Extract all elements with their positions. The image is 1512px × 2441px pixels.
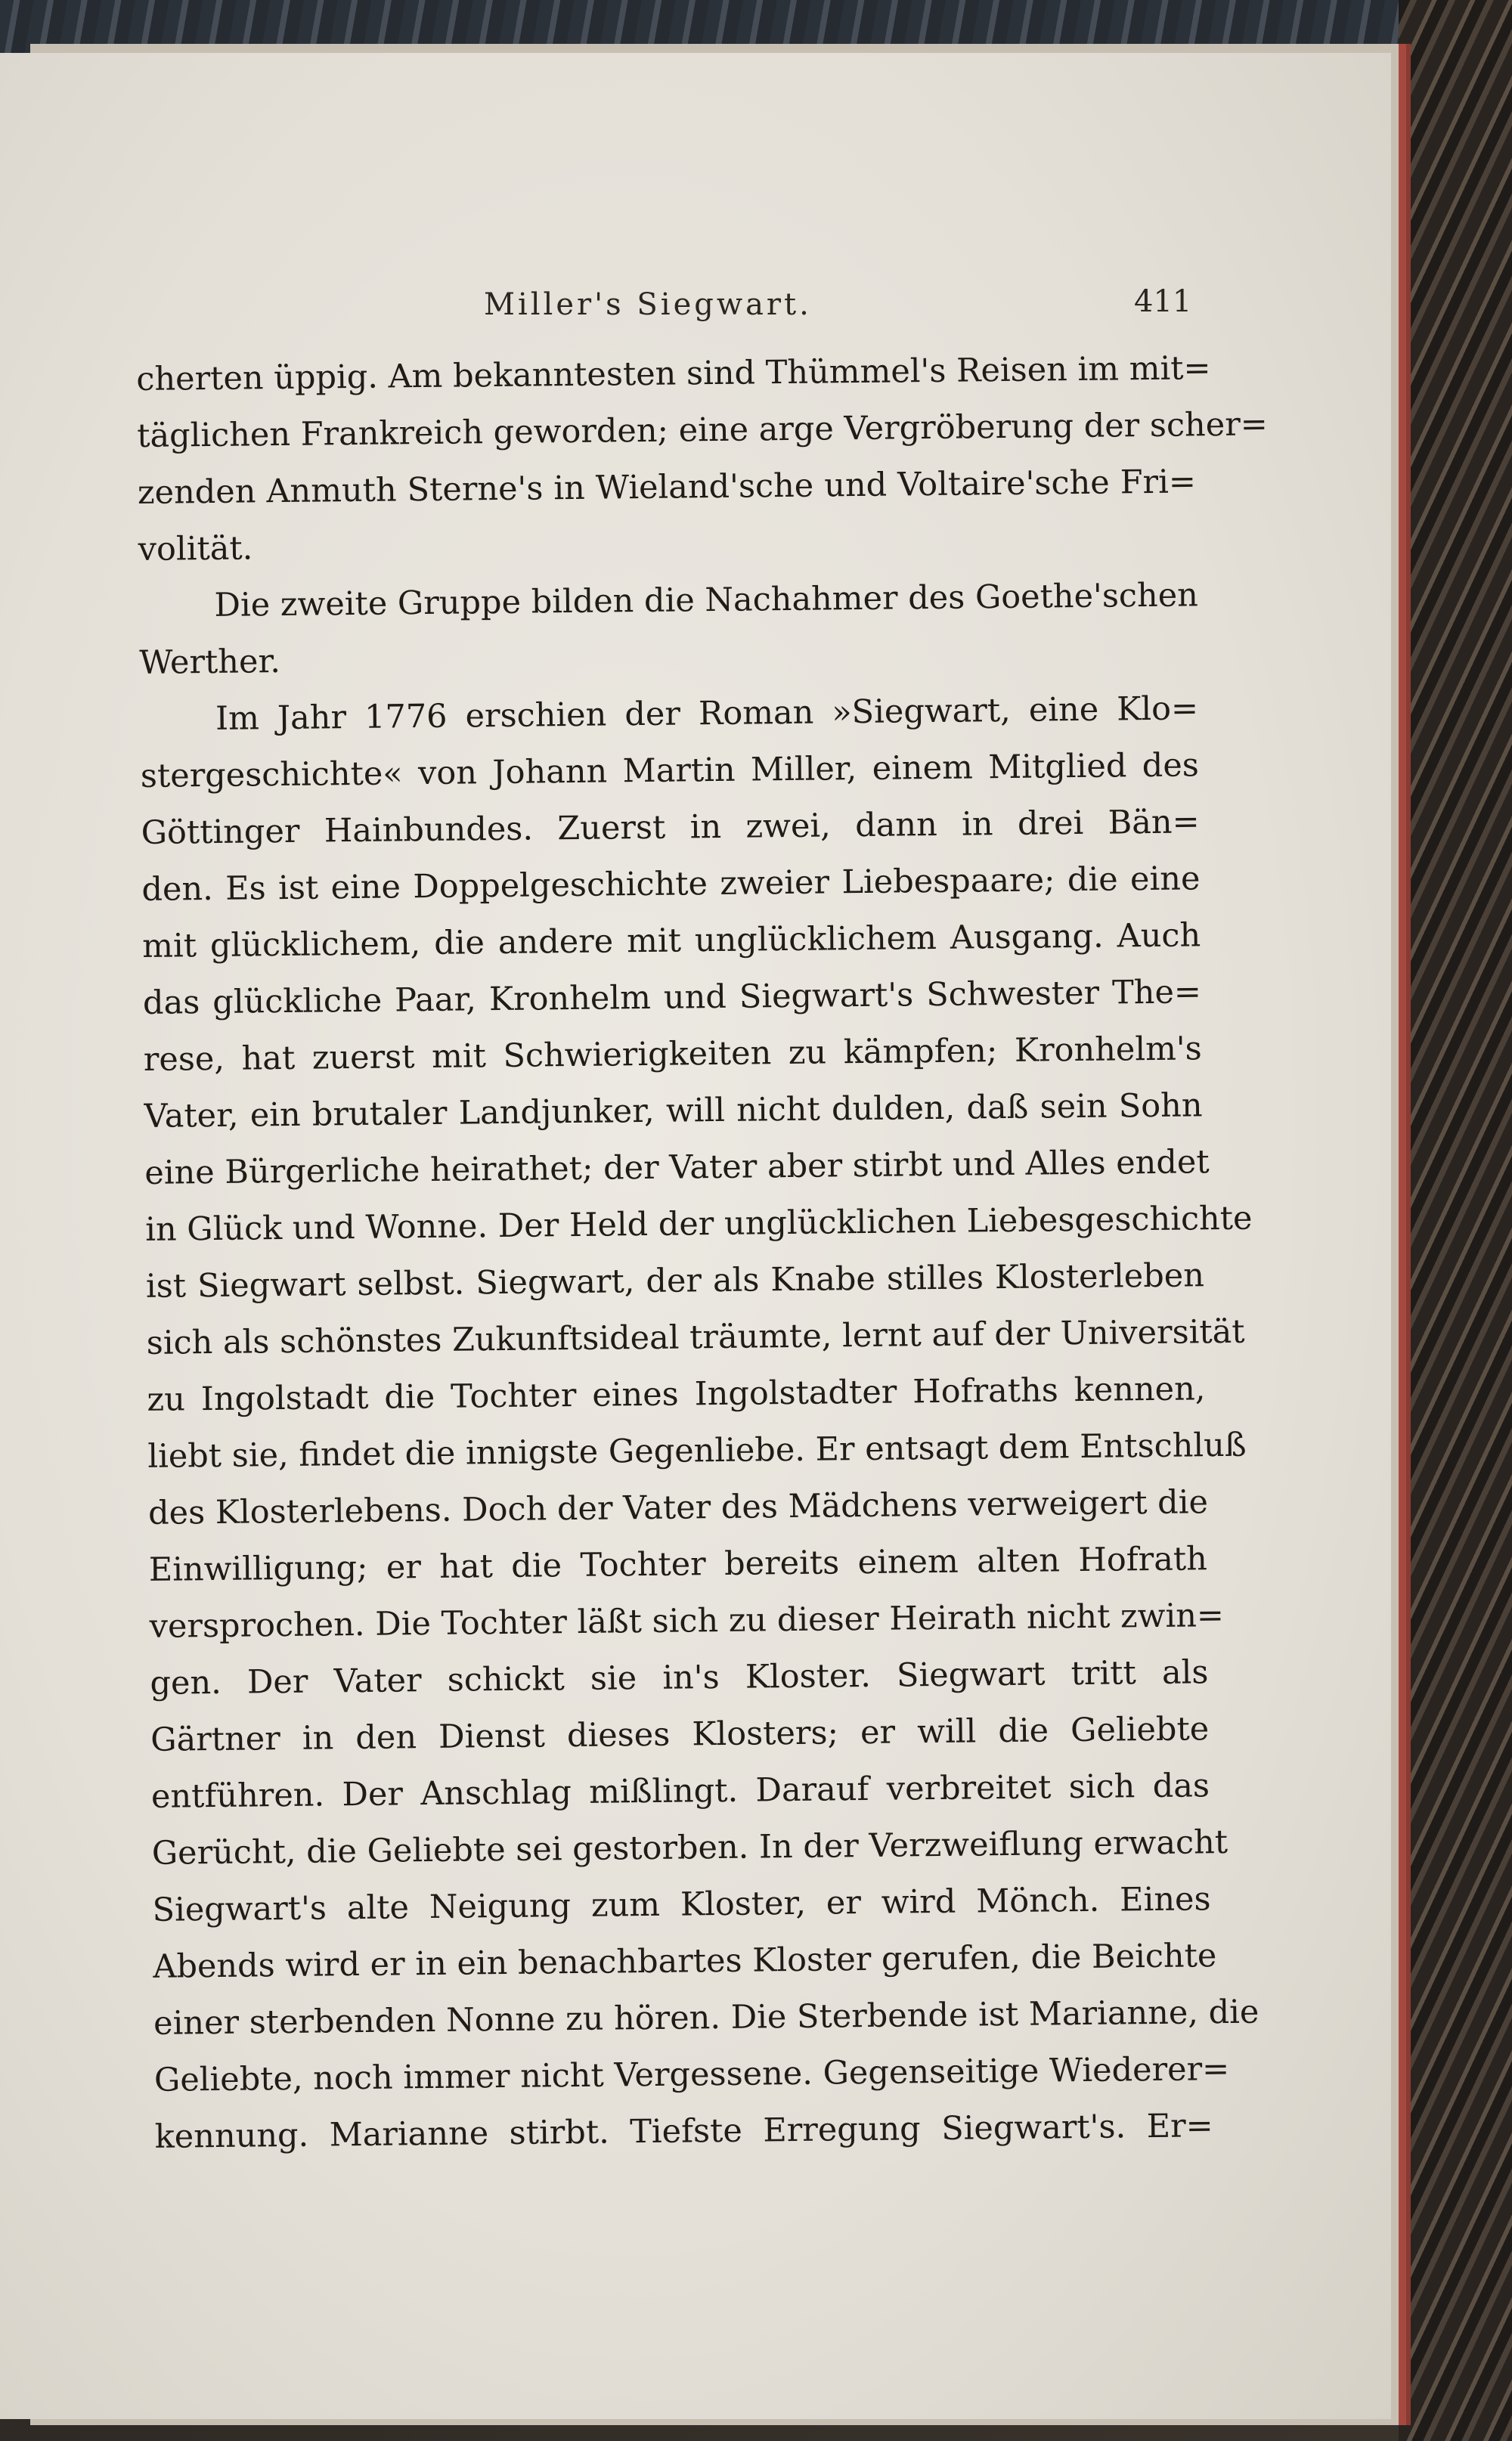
text-line: in Glück und Wonne. Der Held der unglücklichen Liebesgeschichte — [144, 1199, 1253, 1249]
page-number: 411 — [1134, 284, 1192, 319]
marbled-binding-edge — [1399, 0, 1512, 2441]
text-line: zenden Anmuth Sterne's in Wieland'sche und Voltaire'sche Fri= — [137, 463, 1197, 512]
text-line: Göttinger Hainbundes. Zuerst in zwei, dann in drei Bän= — [141, 803, 1200, 852]
text-line: cherten üppig. Am bekanntesten sind Thümmel's Reisen im mit= — [136, 349, 1211, 398]
text-line: eine Bürgerliche heirathet; der Vater aber stirbt und Alles endet — [144, 1143, 1210, 1192]
text-line: ist Siegwart selbst. Siegwart, der als Knabe stilles Klosterleben — [145, 1256, 1205, 1306]
text-line: versprochen. Die Tochter läßt sich zu dieser Heirath nicht zwin= — [149, 1597, 1225, 1646]
body-text — [136, 340, 1269, 2166]
text-line: Im Jahr 1776 erschien der Roman »Siegwart, eine Klo= — [215, 689, 1199, 738]
text-line: Die zweite Gruppe bilden die Nachahmer des Goethe'schen — [214, 576, 1199, 624]
text-line: mit glücklichem, die andere mit unglücklichem Ausgang. Auch — [141, 916, 1201, 965]
book-page — [0, 53, 1391, 2419]
text-line: das glückliche Paar, Kronhelm und Siegwart's Schwester The= — [142, 973, 1202, 1022]
text-line: einer sterbenden Nonne zu hören. Die Sterbende ist Marianne, die — [153, 1993, 1259, 2043]
text-line: kennung. Marianne stirbt. Tiefste Erregung Siegwart's. Er= — [154, 2107, 1213, 2156]
text-line: volität. — [138, 529, 253, 568]
text-line: Einwilligung; er hat die Tochter bereits einem alten Hofrath — [148, 1540, 1208, 1589]
text-line: Gerücht, die Geliebte sei gestorben. In der Verzweiflung erwacht — [151, 1823, 1228, 1873]
text-line: sich als schönstes Zukunftsideal träumte, lernt auf der Universität — [146, 1312, 1245, 1362]
text-line: liebt sie, findet die innigste Gegenliebe. Er entsagt dem Entschluß — [147, 1426, 1247, 1476]
page-header — [0, 280, 1391, 340]
text-line: Gärtner in den Dienst dieses Klosters; er will die Geliebte — [150, 1710, 1210, 1759]
text-line: Abends wird er in ein benachbartes Kloster gerufen, die Beichte — [153, 1937, 1217, 1986]
text-line: Vater, ein brutaler Landjunker, will nicht dulden, daß sein Sohn — [144, 1086, 1203, 1135]
text-line: stergeschichte« von Johann Martin Miller, einem Mitglied des — [140, 746, 1200, 795]
running-head: Miller's Siegwart. — [484, 287, 812, 322]
text-line: täglichen Frankreich geworden; eine arge Vergröberung der scher= — [136, 405, 1269, 455]
text-line: Werther. — [139, 643, 281, 682]
text-line: Siegwart's alte Neigung zum Kloster, er wird Mönch. Eines — [152, 1880, 1211, 1929]
text-line: gen. Der Vater schickt sie in's Kloster. Siegwart tritt als — [150, 1653, 1209, 1702]
text-line: des Klosterlebens. Doch der Vater des Mädchens verweigert die — [147, 1483, 1209, 1532]
text-line: Geliebte, noch immer nicht Vergessene. Gegenseitige Wiederer= — [153, 2049, 1230, 2099]
text-line: den. Es ist eine Doppelgeschichte zweier Liebespaare; die eine — [141, 860, 1201, 909]
text-line: rese, hat zuerst mit Schwierigkeiten zu kämpfen; Kronhelm's — [143, 1030, 1202, 1079]
text-line: entführen. Der Anschlag mißlingt. Darauf verbreitet sich das — [150, 1767, 1210, 1816]
text-line: zu Ingolstadt die Tochter eines Ingolstadter Hofraths kennen, — [147, 1370, 1206, 1419]
